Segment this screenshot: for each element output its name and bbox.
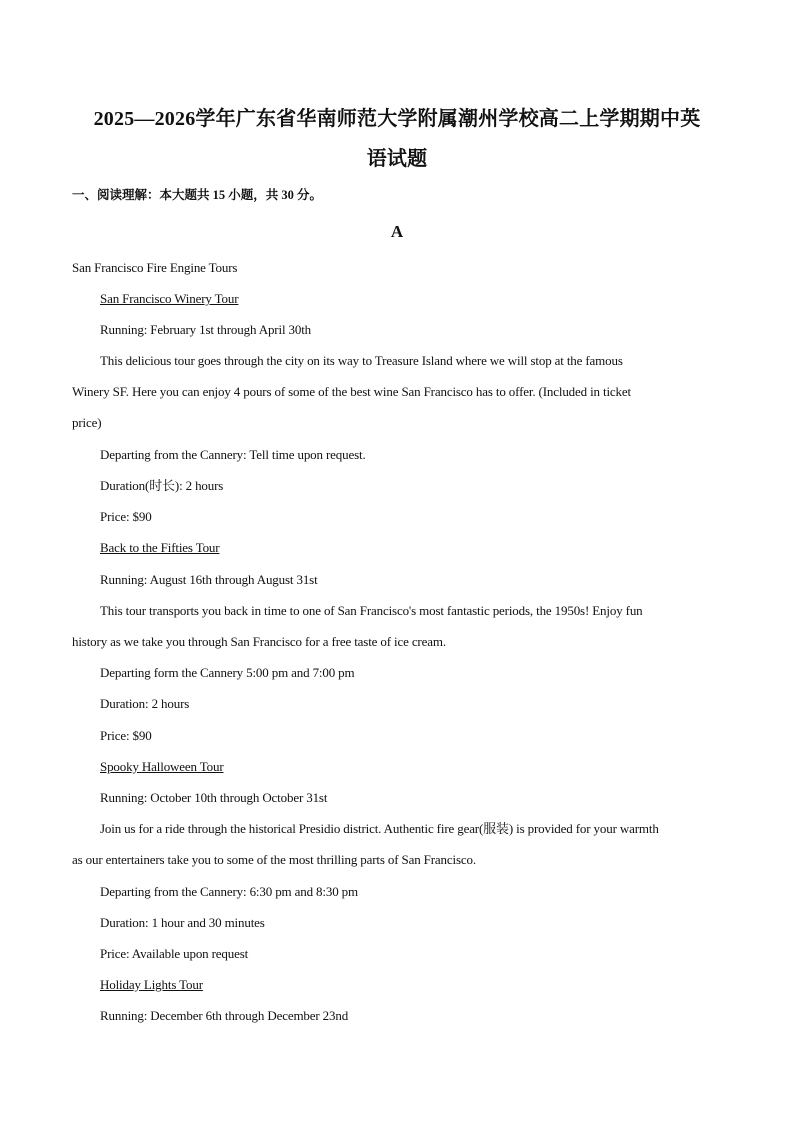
exam-title-line-1: 2025—2026学年广东省华南师范大学附属潮州学校高二上学期期中英 bbox=[93, 108, 701, 130]
tour-departing: Departing from the Cannery: Tell time upon request. bbox=[100, 447, 366, 462]
tour-duration: Duration: 1 hour and 30 minutes bbox=[100, 915, 265, 930]
tour-description-line: This tour transports you back in time to one of San Francisco's most fantastic periods, the 1950s! Enjoy fun bbox=[100, 603, 643, 618]
tour-name: San Francisco Winery Tour bbox=[100, 291, 239, 306]
tour-description-line: history as we take you through San Francisco for a free taste of ice cream. bbox=[72, 634, 446, 649]
tour-running: Running: February 1st through April 30th bbox=[100, 322, 312, 337]
tour-duration: Duration: 2 hours bbox=[100, 696, 190, 711]
passage-intro: San Francisco Fire Engine Tours bbox=[72, 260, 238, 275]
tour-name: Spooky Halloween Tour bbox=[100, 759, 224, 774]
tour-name: Back to the Fifties Tour bbox=[100, 540, 220, 555]
tour-name: Holiday Lights Tour bbox=[100, 977, 203, 992]
tour-duration: Duration(时长): 2 hours bbox=[100, 478, 224, 493]
tour-description-line: price) bbox=[72, 415, 102, 430]
tour-price: Price: Available upon request bbox=[100, 946, 249, 961]
tour-price: Price: $90 bbox=[100, 509, 152, 524]
tour-running: Running: December 6th through December 23nd bbox=[100, 1008, 349, 1023]
tour-description-line: Winery SF. Here you can enjoy 4 pours of some of the best wine San Francisco has to offer. (Included in ticket bbox=[72, 384, 631, 399]
tour-departing: Departing from the Cannery: 6:30 pm and 8:30 pm bbox=[100, 884, 358, 899]
tour-running: Running: October 10th through October 31st bbox=[100, 790, 328, 805]
tour-description-line: Join us for a ride through the historical Presidio district. Authentic fire gear(服装) is provided for your warmth bbox=[100, 821, 659, 836]
tour-description-line: as our entertainers take you to some of the most thrilling parts of San Francisco. bbox=[72, 852, 476, 867]
exam-title-line-2: 语试题 bbox=[366, 148, 428, 170]
passage-letter: A bbox=[390, 222, 404, 241]
tour-price: Price: $90 bbox=[100, 728, 152, 743]
tour-running: Running: August 16th through August 31st bbox=[100, 572, 318, 587]
tour-description-line: This delicious tour goes through the city on its way to Treasure Island where we will stop at the famous bbox=[100, 353, 623, 368]
section-heading: 一、阅读理解：本大题共 15 小题，共 30 分。 bbox=[72, 188, 323, 202]
tour-departing: Departing form the Cannery 5:00 pm and 7:00 pm bbox=[100, 665, 355, 680]
